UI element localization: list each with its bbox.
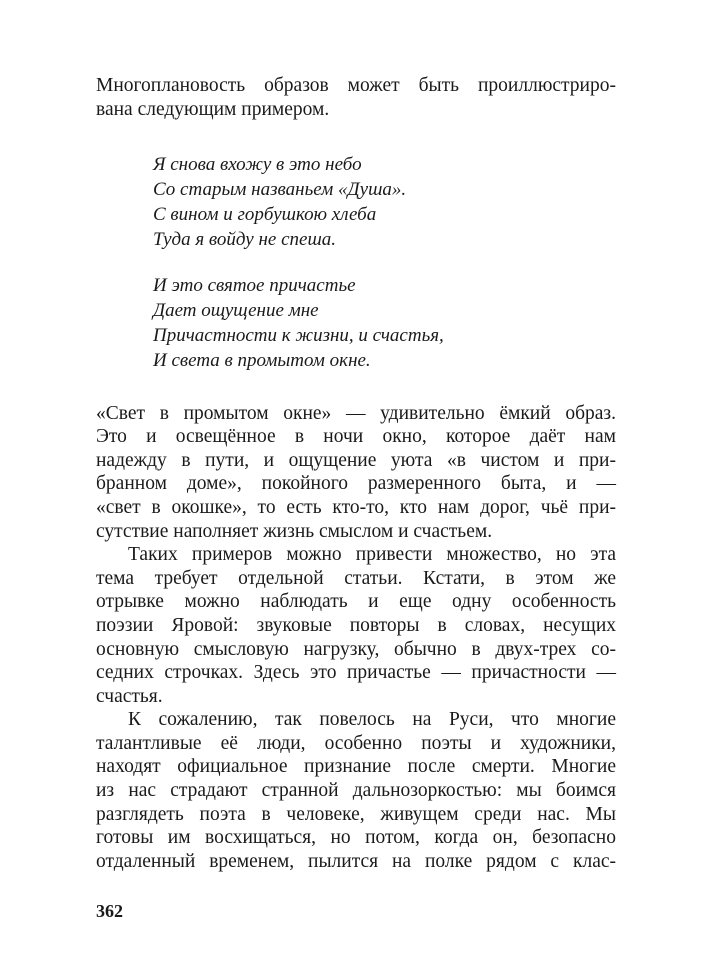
poem-line: И это святое причастье [153,275,356,297]
intro-paragraph [96,74,616,121]
text-line: К сожалению, так повелось на Руси, что многие [128,709,616,731]
poem-line: Туда я войду не спеша. [153,228,337,250]
poem-stanza [153,153,616,252]
text-line: сутствие наполняет жизнь смыслом и счастьем. [96,520,493,542]
poem-line: Дает ощущение мне [153,300,319,322]
page-number: 362 [96,901,123,921]
poem-line: Причастности к жизни, и счастья, [153,324,444,346]
text-line: поэзии Яровой: звуковые повторы в словах, несущих [96,614,616,636]
text-line: надежду в пути, и ощущение уюта «в чистом и при- [96,449,616,471]
body-paragraph [96,543,616,708]
text-line: вана следующим примером. [96,98,330,120]
text-line: «свет в окошке», то есть кто-то, кто нам дорог, чьё при- [96,496,616,518]
text-line: отрывке можно наблюдать и еще одну особенность [96,591,616,613]
text-line: из нас страдают странной дальнозоркостью: мы боимся [96,780,616,802]
text-line: Многоплановость образов может быть проиллюстриро- [96,75,616,96]
text-line: основную смысловую нагрузку, обычно в двух-трех со- [96,638,616,660]
text-line: талантливые её люди, особенно поэты и художники, [96,732,616,754]
text-line: Таких примеров можно привести множество, но эта [128,544,616,566]
poem-stanza [153,274,616,373]
body-paragraph [96,402,616,544]
text-line: находят официальное признание после смерти. Многие [96,756,616,778]
text-line: готовы им восхищаться, но потом, когда он, безопасно [96,827,616,849]
text-line: седних строчках. Здесь это причастье — причастности — [96,662,616,684]
text-line: тема требует отдельной статьи. Кстати, в этом же [96,567,616,589]
page-body [96,74,616,873]
body-paragraph [96,708,616,873]
poem-line: Со старым названьем «Душа». [153,178,407,200]
text-line: «Свет в промытом окне» — удивительно ёмкий образ. [96,402,616,424]
poem-line: И света в промытом окне. [153,349,371,371]
text-line: Это и освещённое в ночи окно, которое даёт нам [96,426,616,448]
poem-excerpt [153,153,616,373]
poem-line: Я снова вхожу в это небо [153,154,362,176]
text-line: отдаленный временем, пылится на полке рядом с клас- [96,850,616,872]
poem-line: С вином и горбушкою хлеба [153,203,377,225]
text-line: счастья. [96,685,163,707]
text-line: разглядеть поэта в человеке, живущем среди нас. Мы [96,803,616,825]
text-line: бранном доме», покойного размеренного быта, и — [96,473,616,495]
